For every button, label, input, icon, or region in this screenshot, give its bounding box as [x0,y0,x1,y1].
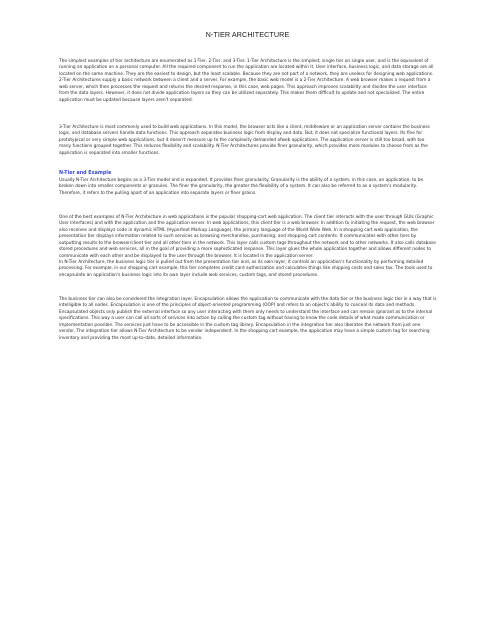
paragraph-three-tier: 3-Tier Architecture is most commonly used to build web applications. In this model, the browser acts like a client, middleware or an application server contains the business logic, and database servers handle data functions. This approach separates business logic from display and data. But, it does not specialize functional layers. Its fine for prototypical or very simple web applications, but it doesn't measure up to the complexity demanded ofweb applications. The application server is still too broad, with too many functions grouped together. This reduces flexibility and scalability. N-Tier Architectures provide finer granularity, which provides more modules to choose from as the application is separated into smaller functions. [59,125,430,156]
paragraph-n-tier-intro: Usually N-Tier Architecture begins as a 3-Tier model and is expanded. It provides finer granularity. Granularity is the ability of a system, in this case, an application, to be broken down into smaller components or granules. The finer the granularity, the greater the flexibility of a system. It can also be referred to as a system's modularity. Therefore, it refers to the pulling apart of an application into separate layers or finer grains. [59,178,424,196]
paragraph-shopping-cart-example: One of the best examples of N-Tier Architecture in web applications is the popular shopping-cart web application. The client tier interacts with the user through GUIs (Graphic User Interfaces) and with the application and the application server. In web applications, this client tier is a web browser. In addition to initiating the request, the web browser also receives and displays code in dynamic HTML (Hypertext Markup Language), the primary language of the World Wide Web. In a shopping cart web application, the presentation tier displays information related to such services as browsing merchandise, purchasing, and shopping cart contents. It communicates with other tiers by outputting results to the browser/client tier and all other tiers in the network. This layer calls custom tags throughout the network and to other networks. It also calls database stored procedures and web services, all in the goal of providing a more sophisticated response. This layer glues the whole application together and allows different nodes to communicate with each other and be displayed to the user through the browser. It is located in the application server. [59,215,436,259]
paragraph-integration-layer: The business tier can also be considered the integration layer. Encapsulation allows the application to communicate with the data tier or the business logic tier in a way that is intelligible to all nodes. Encapsulation is one of the principles of object-oriented programming (OOP) and refers to an object's ability to conceal its data and methods. Encapsulated objects only publish the external interface so any user interacting with them only needs to understand the interface and can remain ignorant as to the internal specifications. This way a user can call all sorts of services into action by calling the custom tag without having to know the code details of what made communication or implementation possible. The services just have to be accessible in the custom tag library. Encapsulation in the integration tier also liberates the network from just one vendor. The integration tier allows N-Tier Architecture to be vendor independent. In the shopping cart example, the application may have a simple custom tag for searching inventory and providing the most up-to-date, detailed information. [59,297,437,341]
section-heading: N-Tier and Example [59,171,112,176]
document-title: N-TIER ARCHITECTURE [205,30,290,39]
paragraph-business-logic-tier: In N-Tier Architecture, the business logic tier is pulled out from the presentation tier and, as its own layer, it controls an application's functionality by performing detailed processing. For example, in our shopping cart example, this tier completes credit card authorization and calculates things like shipping costs and sales tax. The tools used to encapsulate an application's business logic into its own layer include web services, custom tags, and stored procedures. [59,260,433,278]
paragraph-tier-overview: The simplest examples of tier architecture are enumerated as 1-Tier, 2-Tier, and 3-Tier. 1-Tier Architecture is the simplest, single tier on single user, and is the equivalent of running an application on a personal computer. All the required component to run the application are located within it. User interface, business logic, and data storage are all located on the same machine. They are the easiest to design, but the least scalable. Because they are not part of a network, they are useless for designing web applications. 2-Tier Architectures supply a basic network between a client and a server. For example, the basic web model is a 2-Tier Architecture. A web browser makes a request from a web server, which then processes the request and returns the desired response, in this case, web pages. This approach improves scalability and divides the user interface from the data layers. However, it does not divide application layers so they can be utilized separately. This makes them difficult to update and not specialized. The entire application must be updated because layers aren't separated. [59,59,434,103]
